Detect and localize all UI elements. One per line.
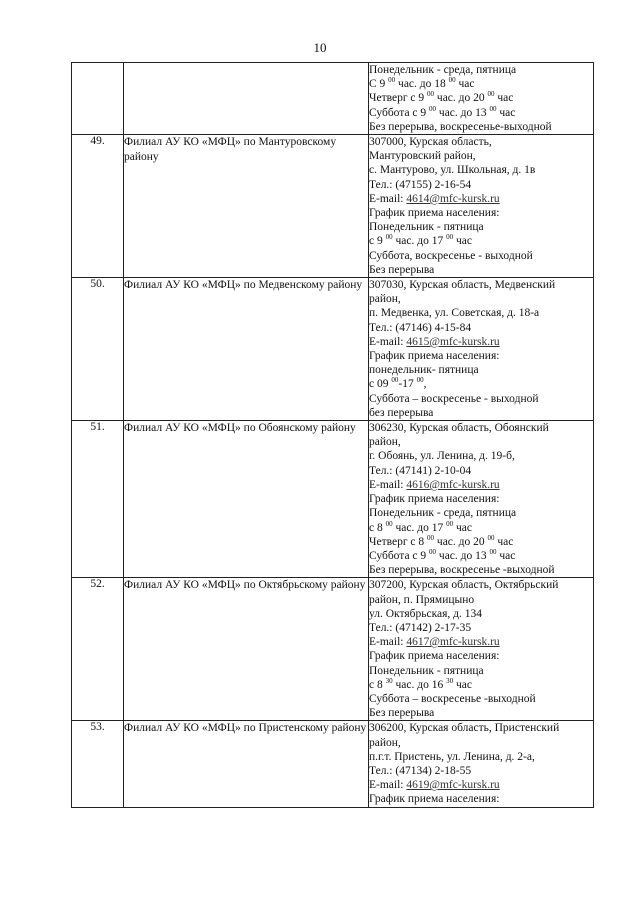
line-text: час — [453, 678, 472, 691]
branch-table — [71, 62, 594, 808]
contact-line — [369, 206, 593, 220]
branch-contacts — [369, 63, 594, 135]
contact-line — [369, 678, 593, 692]
line-text: понедельник- пятница — [369, 364, 479, 377]
line-text: Понедельник - среда, пятница — [369, 507, 517, 520]
contact-line — [369, 135, 593, 149]
contact-line — [369, 478, 593, 492]
line-text: час — [453, 235, 472, 248]
branch-contacts — [369, 421, 594, 578]
contact-line — [369, 321, 593, 335]
branch-contacts — [369, 135, 594, 278]
line-text: час — [455, 78, 475, 91]
contact-line — [369, 778, 593, 792]
time-minutes: 00 — [427, 533, 435, 542]
contact-line — [369, 163, 593, 177]
time-minutes: 00 — [489, 104, 497, 113]
contact-line — [369, 607, 593, 621]
contact-line — [369, 435, 593, 449]
line-text: час. до 20 — [434, 92, 488, 105]
contact-line — [369, 335, 593, 349]
contact-line — [369, 706, 593, 720]
line-text: E-mail: — [369, 779, 407, 792]
line-text: Тел.: (47155) 2-16-54 — [369, 178, 472, 191]
contact-line — [369, 63, 593, 77]
contact-line — [369, 192, 593, 206]
contact-line — [369, 492, 593, 506]
line-text: Тел.: (47141) 2-10-04 — [369, 464, 472, 477]
line-text: Тел.: (47134) 2-18-55 — [369, 764, 472, 777]
contact-line — [369, 120, 593, 134]
branch-contacts — [369, 578, 594, 721]
branch-name: Филиал АУ КО «МФЦ» по Мантуровскому району — [124, 135, 369, 278]
line-text: Без перерыва — [369, 263, 435, 276]
line-text: График приема населения: — [369, 350, 500, 363]
contact-line — [369, 449, 593, 463]
line-text: п.г.т. Пристень, ул. Ленина, д. 2-а, — [369, 750, 535, 763]
time-minutes: 00 — [416, 376, 424, 385]
line-text: Четверг с 9 — [369, 92, 428, 105]
email-link[interactable]: 4619@mfc-kursk.ru — [406, 779, 500, 792]
line-text: E-mail: — [369, 636, 407, 649]
line-text: 306200, Курская область, Пристенский — [369, 722, 560, 735]
time-minutes: 00 — [429, 104, 437, 113]
time-minutes: 30 — [446, 676, 454, 685]
line-text: с 8 — [369, 678, 386, 691]
row-number — [72, 63, 124, 135]
contact-line — [369, 535, 593, 549]
time-minutes: 00 — [446, 233, 454, 242]
line-text: п. Медвенка, ул. Советская, д. 18-а — [369, 307, 540, 320]
line-text: час — [496, 106, 516, 119]
line-text: С 9 — [369, 78, 389, 91]
line-text: час — [453, 521, 472, 534]
line-text: 307030, Курская область, Медвенский — [369, 279, 556, 292]
line-text: 307200, Курская область, Октябрьский — [369, 579, 559, 592]
row-number: 49. — [72, 135, 124, 278]
contact-line — [369, 91, 593, 105]
contact-line — [369, 249, 593, 263]
line-text: 307000, Курская область, — [369, 136, 492, 149]
contact-line — [369, 635, 593, 649]
contact-line — [369, 278, 593, 292]
row-number: 50. — [72, 278, 124, 421]
contact-line — [369, 306, 593, 320]
line-text: час. до 17 — [392, 521, 447, 534]
row-number: 52. — [72, 578, 124, 721]
contact-line — [369, 263, 593, 277]
time-minutes: 30 — [385, 676, 393, 685]
line-text: час. до 20 — [434, 535, 488, 548]
contact-line — [369, 220, 593, 234]
contact-line — [369, 506, 593, 520]
contact-line — [369, 593, 593, 607]
time-minutes: 00 — [427, 90, 435, 99]
contact-line — [369, 792, 593, 806]
line-text: с. Мантурово, ул. Школьная, д. 1в — [369, 164, 536, 177]
row-number: 53. — [72, 721, 124, 807]
line-text: район, п. Прямицыно — [369, 593, 475, 606]
table-row — [72, 721, 594, 807]
line-text: район, — [369, 736, 401, 749]
line-text: График приема населения: — [369, 207, 500, 220]
contact-line — [369, 549, 593, 563]
line-text: Мантуровский район, — [369, 150, 476, 163]
line-text: Без перерыва — [369, 707, 435, 720]
line-text: г. Обоянь, ул. Ленина, д. 19-б, — [369, 450, 515, 463]
email-link[interactable]: 4615@mfc-kursk.ru — [406, 335, 500, 348]
line-text: Понедельник - среда, пятница — [369, 64, 517, 76]
table-row — [72, 63, 594, 135]
contact-line — [369, 363, 593, 377]
line-text: График приема населения: — [369, 650, 500, 663]
line-text: Четверг с 8 — [369, 535, 428, 548]
line-text: район, — [369, 293, 401, 306]
contact-line — [369, 178, 593, 192]
branch-name: Филиал АУ КО «МФЦ» по Октябрьскому району — [124, 578, 369, 721]
line-text: Понедельник - пятница — [369, 221, 484, 234]
branch-name: Филиал АУ КО «МФЦ» по Медвенскому району — [124, 278, 369, 421]
email-link[interactable]: 4614@mfc-kursk.ru — [406, 192, 500, 205]
line-text: час. до 17 — [392, 235, 447, 248]
line-text: час — [496, 549, 516, 562]
line-text: -17 — [398, 378, 417, 391]
contact-line — [369, 292, 593, 306]
contact-line — [369, 421, 593, 435]
line-text: Суббота с 9 — [369, 106, 430, 119]
contact-line — [369, 692, 593, 706]
contact-line — [369, 649, 593, 663]
line-text: час. до 18 — [395, 78, 449, 91]
contact-line — [369, 464, 593, 478]
line-text: час. до 13 — [436, 106, 490, 119]
contact-line — [369, 392, 593, 406]
line-text: без перерыва — [369, 406, 434, 419]
line-text: , — [423, 378, 427, 391]
time-minutes: 00 — [385, 233, 393, 242]
line-text: Понедельник - пятница — [369, 664, 484, 677]
time-minutes: 00 — [448, 76, 456, 85]
line-text: с 09 — [369, 378, 392, 391]
contact-line — [369, 77, 593, 91]
time-minutes: 00 — [429, 548, 437, 557]
branch-name: Филиал АУ КО «МФЦ» по Пристенскому району — [124, 721, 369, 807]
line-text: График приема населения: — [369, 793, 500, 806]
line-text: Тел.: (47142) 2-17-35 — [369, 621, 472, 634]
line-text: район, — [369, 436, 401, 449]
contact-line — [369, 377, 593, 391]
time-minutes: 00 — [385, 519, 393, 528]
contact-line — [369, 349, 593, 363]
contact-line — [369, 736, 593, 750]
line-text: График приема населения: — [369, 493, 500, 506]
time-minutes: 00 — [388, 76, 396, 85]
branch-contacts — [369, 721, 594, 807]
time-minutes: 00 — [489, 548, 497, 557]
contact-line — [369, 750, 593, 764]
line-text: Суббота – воскресенье - выходной — [369, 392, 539, 405]
branch-contacts — [369, 278, 594, 421]
line-text: Тел.: (47146) 4-15-84 — [369, 321, 472, 334]
line-text: Суббота, воскресенье - выходной — [369, 249, 533, 262]
line-text: час. до 16 — [392, 678, 447, 691]
line-text: с 8 — [369, 521, 386, 534]
contact-line — [369, 521, 593, 535]
line-text: ул. Октябрьская, д. 134 — [369, 607, 482, 620]
contact-line — [369, 721, 593, 735]
branch-name: Филиал АУ КО «МФЦ» по Обоянскому району — [124, 421, 369, 578]
line-text: с 9 — [369, 235, 386, 248]
line-text: E-mail: — [369, 478, 407, 491]
contact-line — [369, 578, 593, 592]
time-minutes: 00 — [391, 376, 399, 385]
line-text: Суббота – воскресенье -выходной — [369, 692, 536, 705]
email-link[interactable]: 4617@mfc-kursk.ru — [406, 636, 500, 649]
time-minutes: 00 — [446, 519, 454, 528]
line-text: Без перерыва, воскресенье -выходной — [369, 564, 555, 577]
contact-line — [369, 234, 593, 248]
email-link[interactable]: 4616@mfc-kursk.ru — [406, 478, 500, 491]
table-row — [72, 278, 594, 421]
contact-line — [369, 406, 593, 420]
line-text: E-mail: — [369, 192, 407, 205]
line-text: час — [494, 535, 514, 548]
line-text: Суббота с 9 — [369, 549, 430, 562]
table-row — [72, 135, 594, 278]
table-row — [72, 421, 594, 578]
line-text: час. до 13 — [436, 549, 490, 562]
contact-line — [369, 764, 593, 778]
branch-name — [124, 63, 369, 135]
line-text: E-mail: — [369, 335, 407, 348]
line-text: 306230, Курская область, Обоянский — [369, 422, 549, 435]
contact-line — [369, 106, 593, 120]
line-text: час — [494, 92, 514, 105]
row-number: 51. — [72, 421, 124, 578]
table-row — [72, 578, 594, 721]
page-number: 10 — [313, 40, 327, 55]
contact-line — [369, 563, 593, 577]
time-minutes: 00 — [487, 533, 495, 542]
contact-line — [369, 149, 593, 163]
time-minutes: 00 — [487, 90, 495, 99]
line-text: Без перерыва, воскресенье-выходной — [369, 120, 552, 133]
contact-line — [369, 664, 593, 678]
contact-line — [369, 621, 593, 635]
